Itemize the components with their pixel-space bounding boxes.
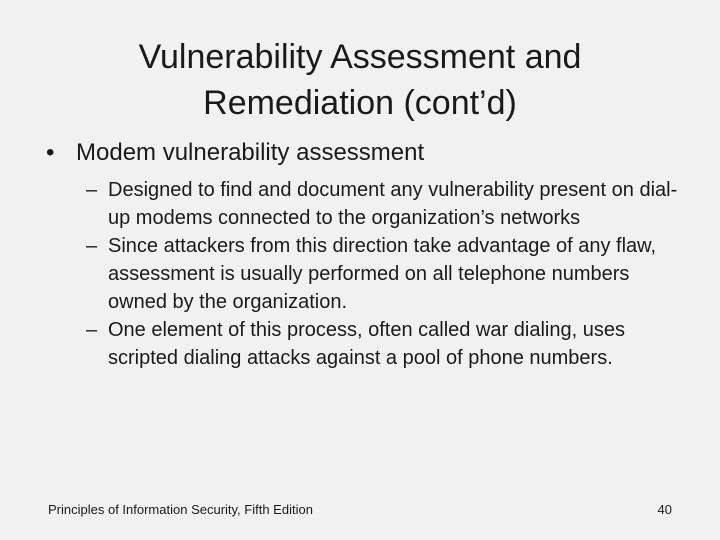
slide-title-line-1: Vulnerability Assessment and [138, 38, 582, 76]
slide-title [0, 34, 720, 126]
bullet-text: Modem vulnerability assessment [76, 139, 425, 166]
dash-symbol: – [86, 235, 98, 257]
sub-bullet-text: Since attackers from this direction take advantage of any flaw, assessment is usually performed on all telephone numbers owned by the organization. [108, 235, 657, 313]
sub-bullet-list [46, 176, 686, 372]
bullet-item [46, 136, 686, 170]
slide-title-line-2: Remediation (cont’d) [203, 84, 517, 122]
dash-symbol: – [86, 319, 98, 341]
sub-bullet-text: Designed to find and document any vulnerability present on dial-up modems connected to the organization’s networks [108, 179, 678, 229]
footer-book-title: Principles of Information Security, Fifth Edition [48, 502, 313, 517]
dash-symbol: – [86, 179, 98, 201]
sub-bullet-item [86, 316, 686, 372]
sub-bullet-text: One element of this process, often called war dialing, uses scripted dialing attacks against a pool of phone numbers. [108, 319, 625, 369]
sub-bullet-item [86, 232, 686, 316]
slide-body [46, 136, 686, 372]
sub-bullet-item [86, 176, 686, 232]
page-number: 40 [657, 502, 672, 517]
bullet-symbol: • [46, 139, 55, 166]
